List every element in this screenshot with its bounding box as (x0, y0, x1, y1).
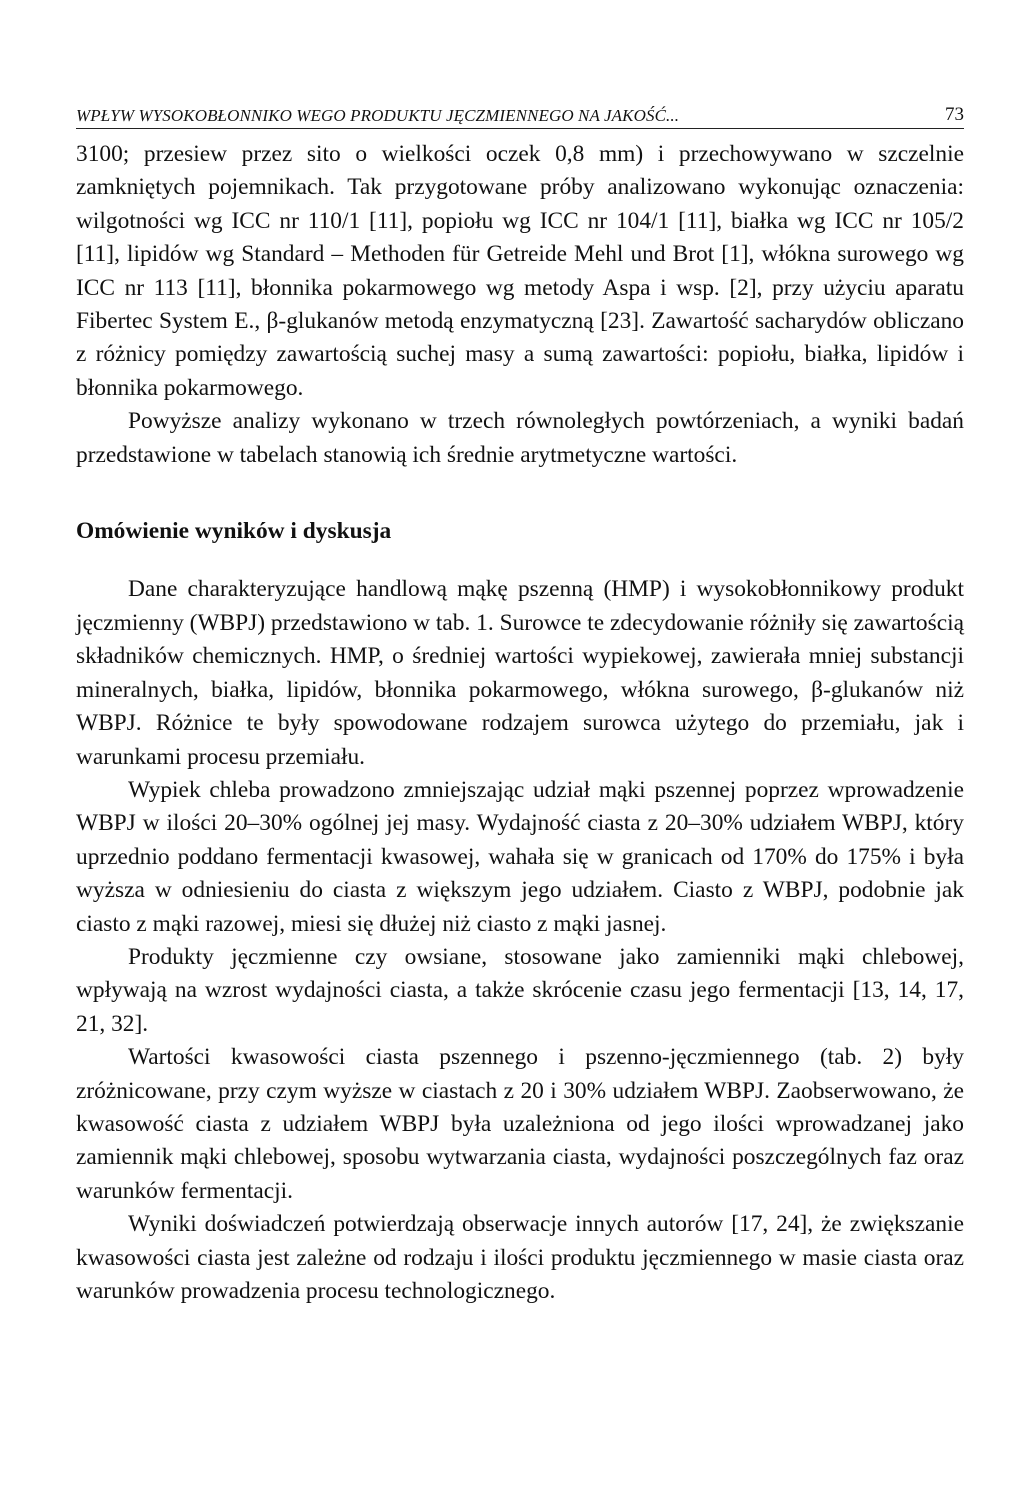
paragraph-raw-materials: Dane charakteryzujące handlową mąkę pszenną (HMP) i wysokobłonnikowy produkt jęczmienny (WBPJ) przedstawiono w tab. 1. Surowce te zdecydowanie różniły się zawartością składników chemicznych. HMP, o średniej wartości wypiekowej, zawierała mniej substancji mineralnych, białka, lipidów, błonnika pokarmowego, włókna surowego, β-glukanów niż WBPJ. Różnice te były spowodowane rodzajem surowca użytego do przemiału, jak i warunkami procesu przemiału. (76, 576, 964, 770)
running-header (76, 96, 964, 129)
page-number: 73 (945, 104, 964, 125)
running-title: WPŁYW WYSOKOBŁONNIKO WEGO PRODUKTU JĘCZMIENNEGO NA JAKOŚĆ... (76, 106, 680, 125)
paragraph-results-confirm: Wyniki doświadczeń potwierdzają obserwacje innych autorów [17, 24], że zwiększanie kwasowości ciasta jest zależne od rodzaju i ilości produktu jęczmiennego w masie ciasta oraz warunków prowadzenia procesu technologicznego. (76, 1211, 964, 1304)
section-heading: Omówienie wyników i dyskusja (76, 518, 392, 545)
body-text (76, 138, 964, 1308)
paragraph-methods-continued: 3100; przesiew przez sito o wielkości oczek 0,8 mm) i przechowywano w szczelnie zamkniętych pojemnikach. Tak przygotowane próby analizowano wykonując oznaczenia: wilgotności wg ICC nr 110/1 [11], popiołu wg ICC nr 104/1 [11], białka wg ICC nr 105/2 [11], lipidów wg Standard – Methoden für Getreide Mehl und Brot [1], włókna surowego wg ICC nr 113 [11], błonnika pokarmowego wg metody Aspa i wsp. [2], przy użyciu aparatu Fibertec System E., β-glukanów metodą enzymatyczną [23]. Zawartość sacharydów obliczano z różnicy pomiędzy zawartością suchej masy a sumą zawartości: popiołu, białka, lipidów i błonnika pokarmowego. (76, 141, 964, 401)
paragraph-barley-oat-products: Produkty jęczmienne czy owsiane, stosowane jako zamienniki mąki chlebowej, wpływają na wzrost wydajności ciasta, a także skrócenie czasu jego fermentacji [13, 14, 17, 21, 32]. (76, 943, 964, 1037)
document-page (76, 96, 964, 1308)
paragraph-dough-acidity: Wartości kwasowości ciasta pszennego i pszenno-jęczmiennego (tab. 2) były zróżnicowane, przy czym wyższe w ciastach z 20 i 30% udziałem WBPJ. Zaobserwowano, że kwasowość ciasta z udziałem WBPJ była uzależniona od jego ilości wprowadzanej jako zamiennik mąki chlebowej, sposobu wytwarzania ciasta, wydajności poszczególnych faz oraz warunków fermentacji. (76, 1044, 964, 1204)
paragraph-bread-baking: Wypiek chleba prowadzono zmniejszając udział mąki pszennej poprzez wprowadzenie WBPJ w ilości 20–30% ogólnej jej masy. Wydajność ciasta z 20–30% udziałem WBPJ, który uprzednio poddano fermentacji kwasowej, wahała się w granicach od 170% do 175% i była wyższa w odniesieniu do ciasta z większym jego udziałem. Ciasto z WBPJ, podobnie jak ciasto z mąki razowej, miesi się dłużej niż ciasto z mąki jasnej. (76, 776, 964, 937)
paragraph-replicates: Powyższe analizy wykonano w trzech równoległych powtórzeniach, a wyniki badań przedstawione w tabelach stanowią ich średnie arytmetyczne wartości. (76, 408, 964, 468)
